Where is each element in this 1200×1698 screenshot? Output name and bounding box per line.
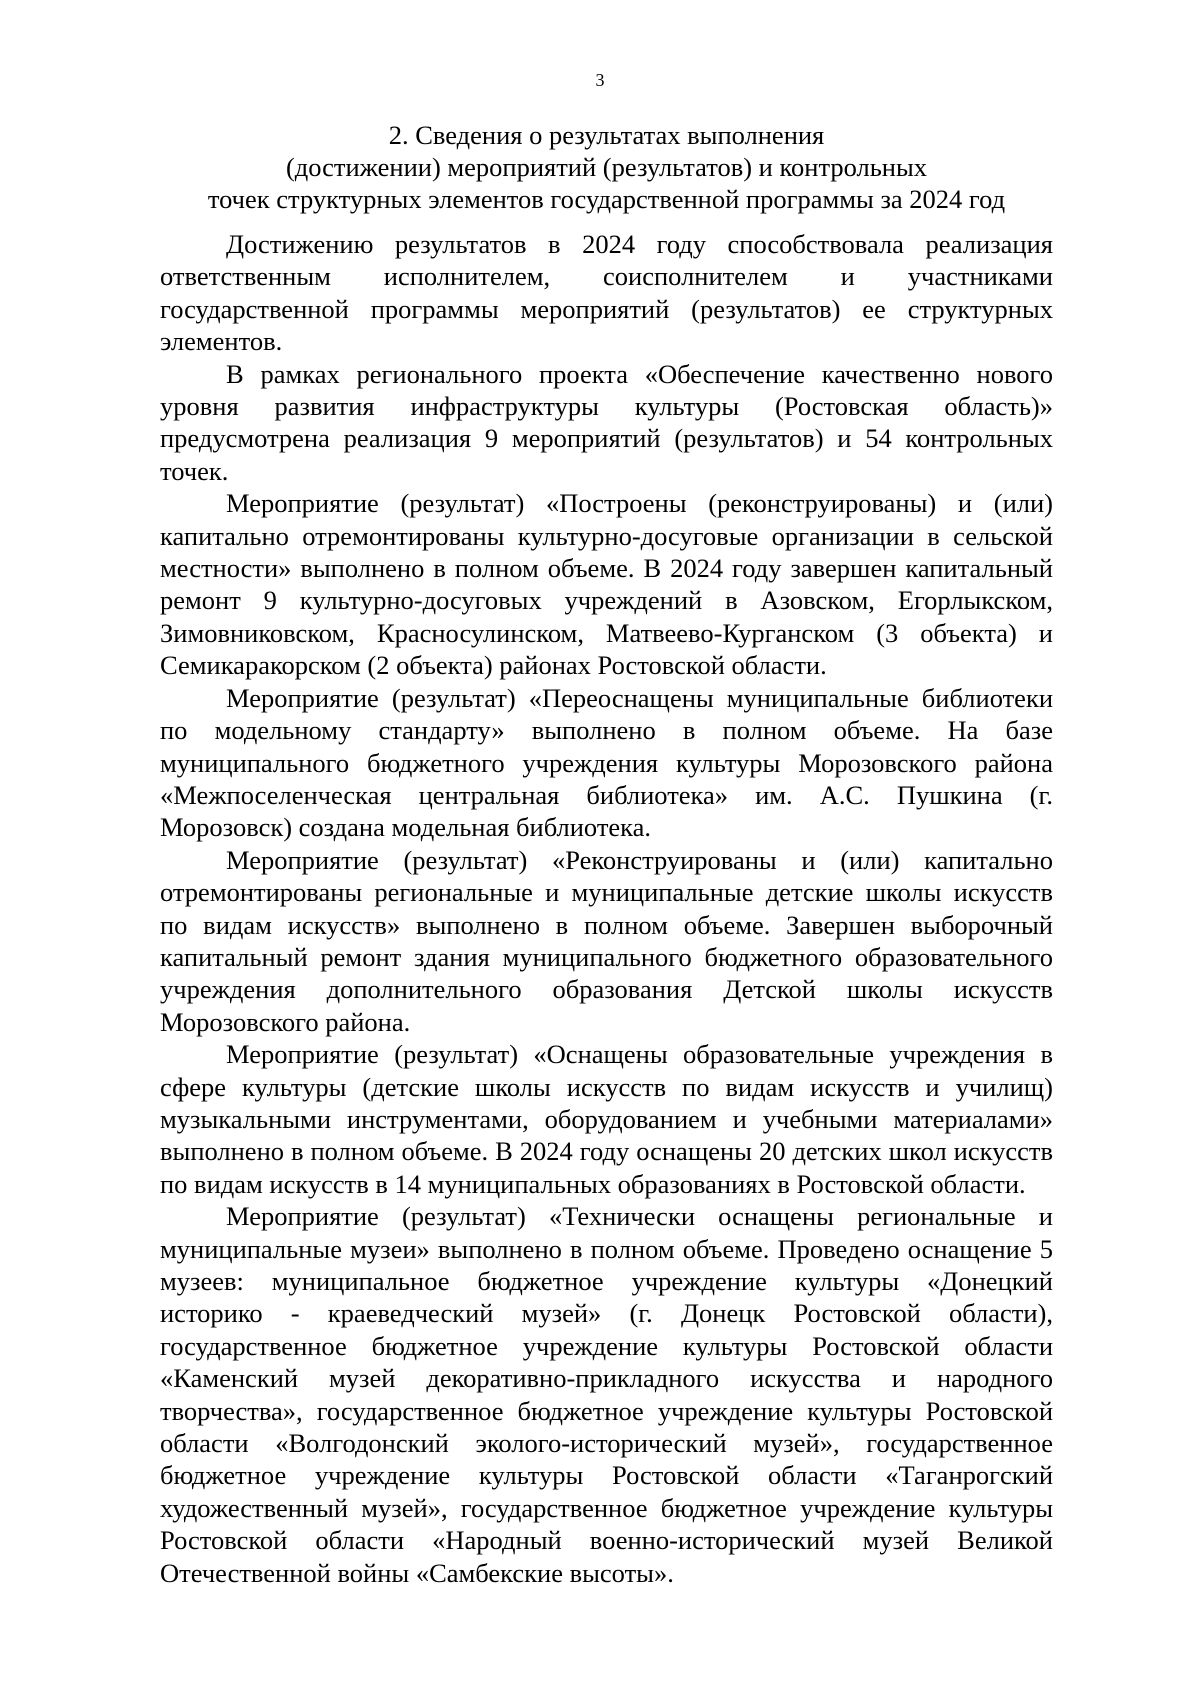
section-heading-line: точек структурных элементов государственной программы за 2024 год <box>207 184 1006 214</box>
paragraph: В рамках регионального проекта «Обеспечение качественно нового уровня развития инфраструктуры культуры (Ростовская область)» предусмотрена реализация 9 мероприятий (результатов) и 54 контрольных точек. <box>160 358 1053 486</box>
paragraph: Мероприятие (результат) «Технически оснащены региональные и муниципальные музеи» выполнено в полном объеме. Проведено оснащение 5 музеев: муниципальное бюджетное учреждение культуры «Донецкий историко - краеведческий музей» (г. Донецк Ростовской области), государственное бюджетное учреждение культуры Ростовской области «Каменский музей декоративно-прикладного искусства и народного творчества», государственное бюджетное учреждение культуры Ростовской области «Волгодонский эколого-исторический музей», государственное бюджетное учреждение культуры Ростовской области «Таганрогский художественный музей», государственное бюджетное учреждение культуры Ростовской области «Народный военно-исторический музей Великой Отечественной войны «Самбекские высоты». <box>160 1201 1053 1588</box>
section-heading-line: (достижении) мероприятий (результатов) и контрольных <box>285 152 928 182</box>
paragraph: Достижению результатов в 2024 году способствовала реализация ответственным исполнителем, соисполнителем и участниками государственной программы мероприятий (результатов) ее структурных элементов. <box>160 229 1053 357</box>
section-heading <box>160 119 1053 215</box>
paragraph: Мероприятие (результат) «Реконструированы и (или) капитально отремонтированы региональные и муниципальные детские школы искусств по видам искусств» выполнено в полном объеме. Завершен выборочный капитальный ремонт здания муниципального бюджетного образовательного учреждения дополнительного образования Детской школы искусств Морозовского района. <box>160 844 1053 1037</box>
paragraph: Мероприятие (результат) «Переоснащены муниципальные библиотеки по модельному стандарту» выполнено в полном объеме. На базе муниципального бюджетного учреждения культуры Морозовского района «Межпоселенческая центральная библиотека» им. А.С. Пушкина (г. Морозовск) создана модельная библиотека. <box>160 682 1053 843</box>
section-heading-line: 2. Сведения о результатах выполнения <box>388 120 825 150</box>
paragraph: Мероприятие (результат) «Построены (реконструированы) и (или) капитально отремонтированы культурно-досуговые организации в сельской местности» выполнено в полном объеме. В 2024 году завершен капитальный ремонт 9 культурно-досуговых учреждений в Азовском, Егорлыкском, Зимовниковском, Красносулинском, Матвеево-Курганском (3 объекта) и Семикаракорском (2 объекта) районах Ростовской области. <box>160 488 1053 681</box>
paragraph: Мероприятие (результат) «Оснащены образовательные учреждения в сфере культуры (детские школы искусств по видам искусств и училищ) музыкальными инструментами, оборудованием и учебными материалами» выполнено в полном объеме. В 2024 году оснащены 20 детских школ искусств по видам искусств в 14 муниципальных образованиях в Ростовской области. <box>160 1039 1053 1199</box>
page-number: 3 <box>595 70 605 90</box>
document-body <box>160 228 1053 1589</box>
